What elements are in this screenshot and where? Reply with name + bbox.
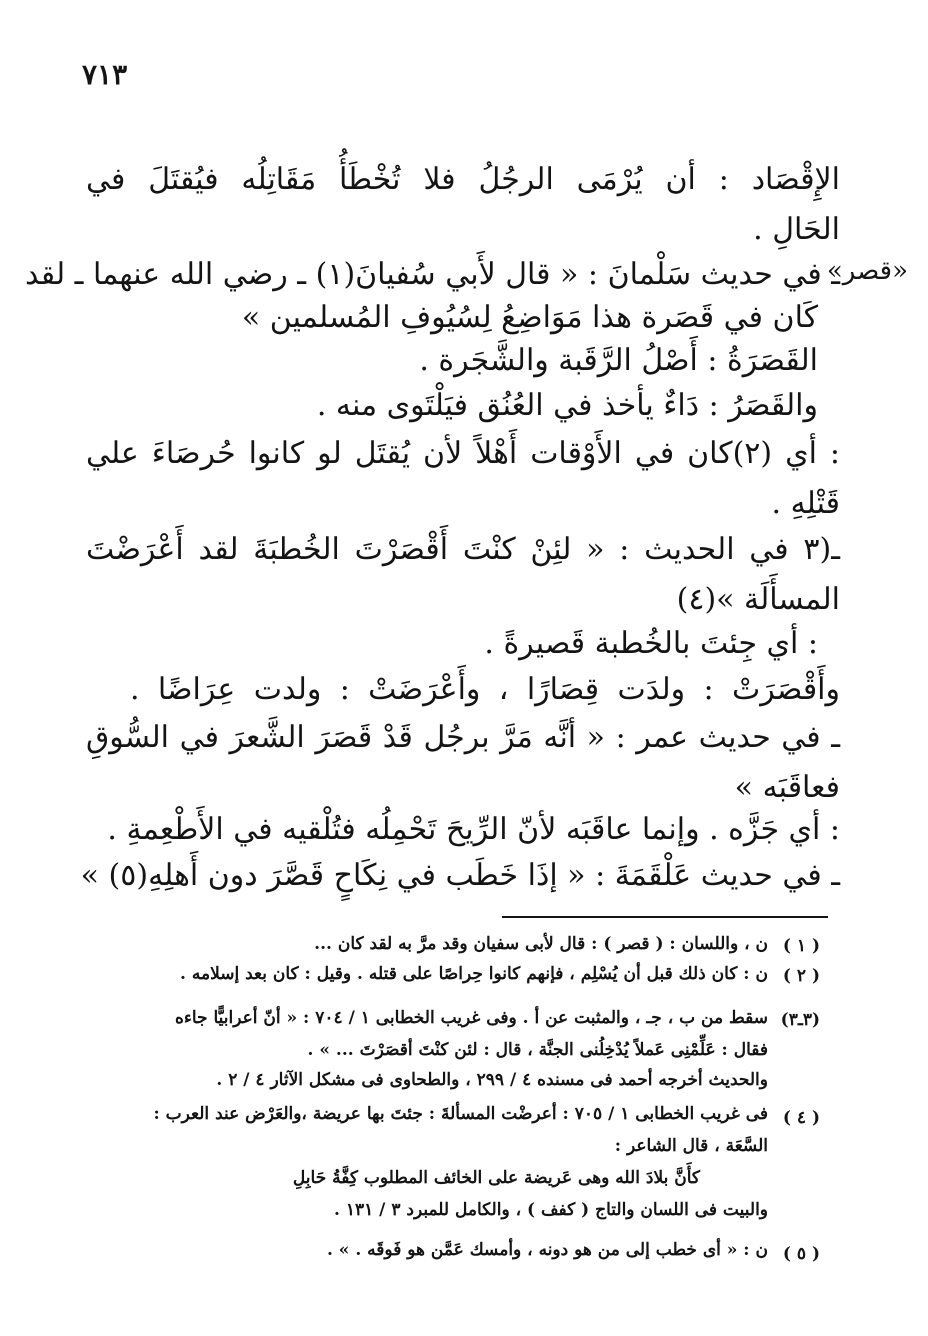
footnote-text: والحديث أخرجه أحمد فى مسنده ٤ / ٢٩٩ ، والطحاوى فى مشكل الآثار ٤ / ٢ . bbox=[216, 1070, 768, 1090]
footnote-number: ( ١ ) bbox=[782, 936, 820, 956]
footnote-number: ( ٤ ) bbox=[782, 1108, 820, 1128]
body-line: ـ في حديث عَلْقَمَةَ : « إذَا خَطَب في نِكَاحٍ قَصَّرَ دون أَهلِهِ(٥) » bbox=[80, 858, 840, 893]
footnote-text: فى غريب الخطابى ١ / ٧٠٥ : أعرضْت المسألةَ : جئتَ بها عريضة ،والعَرْض عند العرب : bbox=[153, 1104, 768, 1124]
body-line: كَان في قَصَرة هذا مَوَاضِعُ لِسُيُوفِ المُسلمين » bbox=[241, 300, 818, 335]
footnote-text: سقط من ب ، جـ ، والمثبت عن أ . وفى غريب الخطابى ١ / ٧٠٤ : « أنّ أعرابيًّا جاءه bbox=[174, 1008, 768, 1028]
body-line: الحَالِ . bbox=[753, 212, 840, 247]
body-line: ـ في حديث سَلْمانَ : « قال لأَبي سُفيانَ(١) ـ رضي الله عنهما ـ لقد bbox=[25, 257, 840, 292]
footnote-number: ( ٥ ) bbox=[782, 1244, 820, 1264]
body-line: ـ(٣ في الحديث : « لئِنْ كنْتَ أَقْصَرْتَ الخُطبَةَ لقد أَعْرَضْتَ bbox=[86, 532, 840, 567]
footnote-text: ن ، واللسان : ( قصر ) : قال لأبى سفيان وقد مرَّ به لقد كان ... bbox=[314, 934, 768, 954]
body-line: وأَقْصَرَتْ : ولدَت قِصَارًا ، وأَعْرَضَتْ : ولدت عِرَاضًا . bbox=[130, 672, 840, 707]
margin-entry-heading: «قصر» bbox=[826, 256, 908, 286]
body-line: والقَصَرُ : دَاءٌ يأخذ في العُنُق فيَلْتَوى منه . bbox=[316, 388, 818, 423]
footnote-number: ( ٢ ) bbox=[782, 966, 820, 986]
body-line: قَتْلِهِ . bbox=[771, 486, 840, 521]
footnote-text: والبيت فى اللسان والتاج ( كفف ) ، والكامل للمبرد ٣ / ١٣١ . bbox=[334, 1200, 768, 1220]
body-line: : أي (٢)كان في الأَوْقات أَهْلاً لأن يُقتَل لو كانوا حُرصَاءَ علي bbox=[86, 436, 840, 471]
footnote-text: ن : كان ذلك قبل أن يُسْلِم ، فإنهم كانوا حِراصًا على قتله . وقيل : كان بعد إسلامه . bbox=[180, 964, 768, 984]
body-line: الإِقْصَاد : أن يُرْمَى الرجُلُ فلا تُخْطَأُ مَقَاتِلُه فيُقتَلَ في bbox=[86, 162, 840, 197]
footnote-text: ن : « أى خطب إلى من هو دونه ، وأمسك عَمَّن هو فَوقَه . » . bbox=[326, 1240, 768, 1260]
footnote-separator bbox=[502, 916, 828, 918]
footnote-text: السَّعَة ، قال الشاعر : bbox=[614, 1136, 768, 1156]
footnote-text: فقال : عَلِّمْنِى عَملاً يُدْخِلُنى الجنَّة ، قال : لئن كنْتَ أقصَرْتَ ... » . bbox=[307, 1040, 768, 1060]
body-line: المسأَلَة »(٤) bbox=[676, 582, 840, 617]
body-line: القَصَرَةُ : أَصْلُ الرَّقَبة والشَّجَرة . bbox=[419, 343, 818, 378]
body-line: : أي جِئتَ بالخُطبة قَصيرةً . bbox=[484, 626, 818, 661]
footnote-number: (٣ـ٣) bbox=[780, 1010, 820, 1030]
page-number: ٧١٣ bbox=[82, 58, 128, 91]
body-line: فعاقَبَه » bbox=[734, 770, 840, 805]
body-line: ـ في حديث عمر : « أنَّه مَرَّ برجُل قَدْ قَصَرَ الشَّعرَ في السُّوقِ bbox=[86, 720, 840, 755]
body-line: : أي جَزَّه . وإنما عاقَبَه لأنّ الرِّيحَ تَحْمِلُه فتُلْقيه في الأَطْعِمةِ . bbox=[107, 812, 840, 847]
footnote-verse: كأَنَّ بلادَ الله وهى عَريضة على الخائف المطلوب كِفَّةُ حَابِلِ bbox=[292, 1168, 700, 1188]
